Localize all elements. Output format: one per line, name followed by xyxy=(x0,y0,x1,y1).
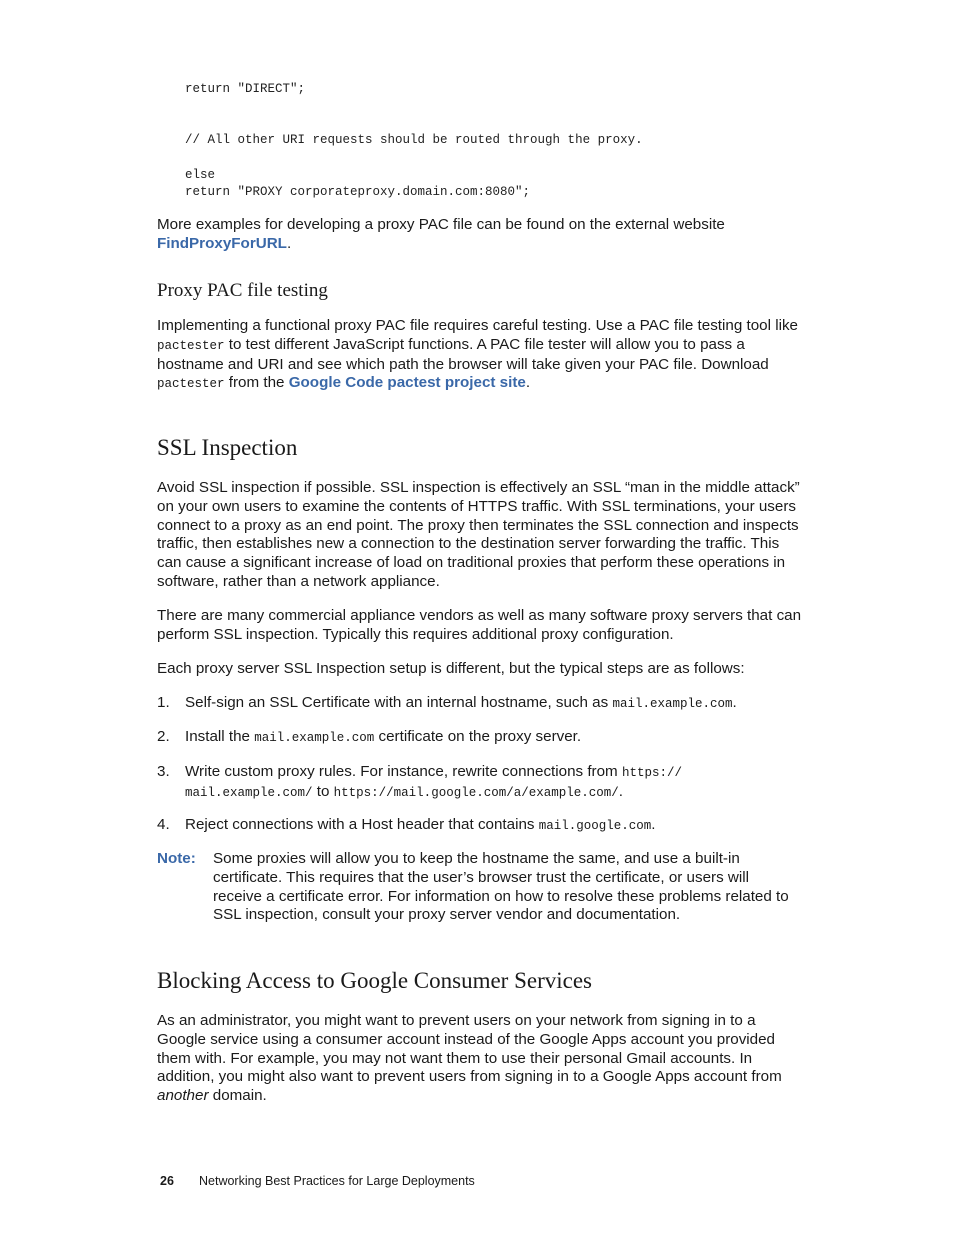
pac-testing-heading: Proxy PAC file testing xyxy=(157,280,328,301)
step-text: Self-sign an SSL Certificate with an internal hostname, such as xyxy=(185,694,609,711)
step-end: . xyxy=(651,816,656,833)
step-code: mail.example.com xyxy=(254,731,375,745)
code-line-return-proxy: return "PROXY corporateproxy.domain.com:8080"; xyxy=(185,185,531,199)
blocking-end: domain. xyxy=(212,1087,267,1105)
findproxyforurl-link[interactable]: FindProxyForURL xyxy=(157,234,287,252)
blocking-text: As an administrator, you might want to prevent users on your network from signing in to a Google service using a consumer account instead of the Google Apps account you provided them with. For example, you may not want them to use their personal Gmail accounts. In addition, you might also want to prevent users from signing in to a Google Apps account from xyxy=(157,1012,782,1086)
ssl-paragraph-3: Each proxy server SSL Inspection setup is different, but the typical steps are as follows: xyxy=(157,660,745,677)
more-examples-paragraph xyxy=(157,216,802,254)
code-line-else: else xyxy=(185,168,216,182)
footer-title: Networking Best Practices for Large Deployments xyxy=(199,1174,475,1188)
pac-testing-text-1: Implementing a functional proxy PAC file requires careful testing. Use a PAC file testing tool like xyxy=(157,317,798,334)
step-text: Reject connections with a Host header that contains xyxy=(185,816,535,833)
step-to: to xyxy=(316,782,330,800)
pac-testing-text-3: from the xyxy=(228,374,285,392)
ssl-step-1 xyxy=(157,694,802,714)
step-code-target: https://mail.google.com/a/example.com/ xyxy=(333,785,619,800)
note-label: Note: xyxy=(157,850,196,867)
pac-testing-end: . xyxy=(525,374,531,392)
ssl-note xyxy=(157,850,802,925)
step-number: 2. xyxy=(157,728,170,745)
pac-testing-text-2: to test different JavaScript functions. A PAC file tester will allow you to pass a hostname and URI and see which path the browser will take given your PAC file. Download xyxy=(157,335,769,373)
ssl-step-2 xyxy=(157,728,802,748)
ssl-paragraph-1: Avoid SSL inspection if possible. SSL inspection is effectively an SSL “man in the middle attack” on your own users to examine the contents of HTTPS traffic. With SSL terminations, your users connect to a proxy as an end point. The proxy then terminates the SSL connection and inspects traffic, then establishes new a connection to the destination server forwarding the traffic. This can cause a significant increase of load on traditional proxies that perform these operations in software, rather than a network appliance. xyxy=(157,479,800,590)
step-text: certificate on the proxy server. xyxy=(378,728,582,745)
note-text: Some proxies will allow you to keep the hostname the same, and use a built-in certificate. This requires that the user’s browser trust the certificate, or users will receive a certificate error. For information on how to resolve these problems related to SSL inspection, consult your proxy server vendor and documentation. xyxy=(213,850,789,924)
pac-testing-paragraph xyxy=(157,317,802,394)
page-number: 26 xyxy=(160,1174,174,1188)
pactest-project-link[interactable]: Google Code pactest project site xyxy=(288,374,526,392)
pactester-code-1: pactester xyxy=(157,338,225,353)
step-code-source-a: https:// xyxy=(621,766,682,780)
ssl-paragraph-2: There are many commercial appliance vendors as well as many software proxy servers that can perform SSL inspection. Typically this requires additional proxy configuration. xyxy=(157,607,802,643)
blocking-access-heading: Blocking Access to Google Consumer Services xyxy=(157,968,593,993)
step-text: Write custom proxy rules. For instance, rewrite connections from xyxy=(185,763,618,780)
step-pre-text: Install the xyxy=(185,728,251,745)
page-footer xyxy=(160,1174,475,1188)
step-end: . xyxy=(618,782,623,800)
blocking-paragraph xyxy=(157,1012,802,1106)
step-number: 1. xyxy=(157,694,170,711)
step-code: mail.google.com xyxy=(538,819,652,833)
ssl-step-3 xyxy=(157,763,802,803)
step-code: mail.example.com xyxy=(612,697,733,711)
step-number: 4. xyxy=(157,816,170,833)
ssl-inspection-heading: SSL Inspection xyxy=(157,435,298,460)
step-number: 3. xyxy=(157,763,170,780)
more-examples-end: . xyxy=(286,234,292,252)
step-end: . xyxy=(732,694,737,711)
more-examples-text: More examples for developing a proxy PAC file can be found on the external website xyxy=(157,216,725,233)
ssl-step-4 xyxy=(157,816,802,836)
code-line-return-direct: return "DIRECT"; xyxy=(185,82,306,96)
code-comment: // All other URI requests should be routed through the proxy. xyxy=(185,133,643,147)
blocking-emphasis: another xyxy=(157,1087,209,1105)
step-code-source-b: mail.example.com/ xyxy=(185,785,313,800)
pactester-code-2: pactester xyxy=(157,377,225,392)
